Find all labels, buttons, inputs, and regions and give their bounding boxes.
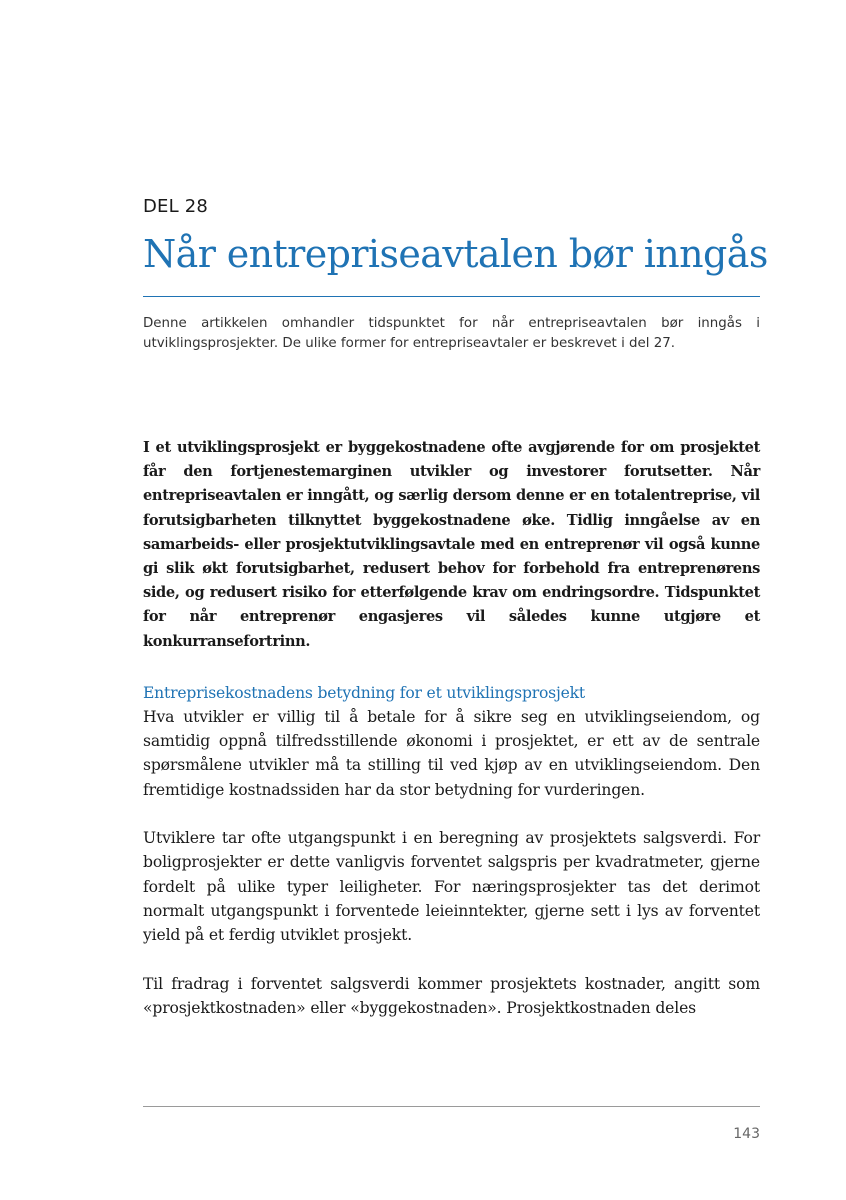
lead-paragraph: I et utviklingsprosjekt er byggekostnadene ofte avgjørende for om prosjektet får den fortjenestemarginen utvikler og investorer forutsetter. Når entrepriseavtalen er inngått, og særlig dersom denne er en totalentreprise, vil forutsigbarheten tilknyttet byggekostnadene øke. Tidlig inngåelse av en samarbeids- eller prosjektutviklingsavtale med en entreprenør vil også kunne gi slik økt forutsigbarhet, redusert behov for forbehold fra entreprenørens side, og redusert risiko for etterfølgende krav om endringsordre. Tidspunktet for når entreprenør engasjeres vil således kunne utgjøre et konkurransefortrinn. <box>143 439 760 650</box>
part-label: DEL 28 <box>143 196 209 217</box>
body-paragraph: Til fradrag i forventet salgsverdi kommer prosjektets kostnader, angitt som «prosjektkostnaden» eller «byggekostnaden». Prosjektkostnaden deles <box>143 974 760 1017</box>
footer-divider <box>143 1106 760 1107</box>
section-heading: Entreprisekostnadens betydning for et utviklingsprosjekt <box>143 683 585 702</box>
page-title: Når entrepriseavtalen bør inngås <box>143 232 768 276</box>
title-divider <box>143 296 760 297</box>
body-paragraph: Utviklere tar ofte utgangspunkt i en beregning av prosjektets salgsverdi. For boligprosjekter er dette vanligvis forventet salgspris per kvadratmeter, gjerne fordelt på ulike typer leiligheter. For næringsprosjekter tas det derimot normalt utgangspunkt i forventede leieinntekter, gjerne sett i lys av forventet yield på et ferdig utviklet prosjekt. <box>143 829 760 945</box>
body-paragraph: Hva utvikler er villig til å betale for å sikre seg en utviklingseiendom, og samtidig oppnå tilfredsstillende økonomi i prosjektet, er ett av de sentrale spørsmålene utvikler må ta stilling til ved kjøp av en utviklingseiendom. Den fremtidige kostnadssiden har da stor betydning for vurderingen. <box>143 707 760 799</box>
page-number: 143 <box>733 1126 760 1142</box>
intro-text: Denne artikkelen omhandler tidspunktet for når entrepriseavtalen bør inngås i utviklingsprosjekter. De ulike former for entrepriseavtaler er beskrevet i del 27. <box>143 316 760 351</box>
article-body <box>143 436 760 1020</box>
page <box>143 0 768 1200</box>
